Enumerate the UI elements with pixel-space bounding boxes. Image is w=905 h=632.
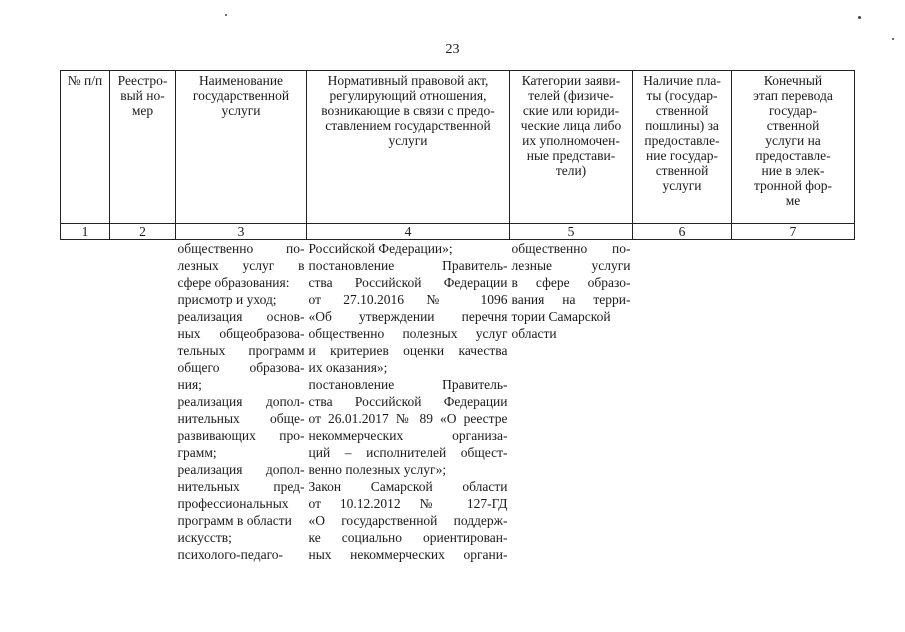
header-line: услуги	[221, 103, 261, 118]
header-line: ние в элек-	[761, 163, 825, 178]
text-line: венно полезных услуг»;	[308, 462, 447, 477]
header-line: возникающие в связи с предо-	[321, 103, 495, 118]
text-line: общественно по-	[511, 241, 631, 256]
text-line: от 27.10.2016 № 1096	[308, 292, 508, 307]
column-number: 7	[732, 224, 855, 240]
text-line: лезных услуг в	[177, 258, 305, 273]
cell-empty	[110, 240, 176, 564]
text-line: постановление Правитель-	[308, 377, 508, 392]
header-line: Конечный	[763, 73, 823, 88]
header-line: ние государ-	[646, 148, 718, 163]
text-line: их оказания»;	[308, 360, 388, 375]
text-line: психолого-педаго-	[177, 547, 284, 562]
column-number: 4	[307, 224, 510, 240]
text-line: в сфере образо-	[511, 275, 631, 290]
text-line: Российской Федерации»;	[308, 241, 453, 256]
text-line: ных некоммерческих органи-	[308, 547, 508, 562]
header-line: ственной	[655, 103, 709, 118]
column-number: 3	[176, 224, 307, 240]
header-col-6	[633, 71, 732, 224]
text-line: «Об утверждении перечня	[308, 309, 508, 324]
header-line: тели)	[555, 163, 587, 178]
header-line: ческие лица либо	[520, 118, 622, 133]
text-line: области	[511, 326, 557, 341]
column-number: 6	[633, 224, 732, 240]
service-name-cell	[176, 240, 307, 564]
header-line: услуги на	[765, 133, 821, 148]
text-line: программ в области	[177, 513, 292, 528]
header-line: Наличие пла-	[643, 73, 721, 88]
header-line: Нормативный правовой акт,	[327, 73, 489, 88]
text-line: Закон Самарской области	[308, 479, 508, 494]
text-line: нительных пред-	[177, 479, 305, 494]
header-col-4	[307, 71, 510, 224]
header-line: № п/п	[67, 73, 103, 88]
header-line: мер	[131, 103, 154, 118]
text-line: «О государственной поддерж-	[308, 513, 508, 528]
text-line: вания на терри-	[511, 292, 631, 307]
header-line: ставлением государственной	[325, 118, 491, 133]
header-line: их уполномочен-	[522, 133, 620, 148]
applicant-category-cell	[510, 240, 633, 564]
header-line: ме	[785, 193, 801, 208]
header-line: регулирующий отношения,	[329, 88, 487, 103]
text-line: грамм;	[177, 445, 217, 460]
header-line: государственной	[192, 88, 290, 103]
text-line: общественно полезных услуг	[308, 326, 508, 341]
text-line: присмотр и уход;	[177, 292, 277, 307]
header-line: ные представи-	[526, 148, 616, 163]
header-line: ты (государ-	[646, 88, 718, 103]
text-line: сфере образования:	[177, 275, 290, 290]
header-line: вый но-	[120, 88, 165, 103]
text-line: постановление Правитель-	[308, 258, 508, 273]
header-line: Категории заяви-	[521, 73, 621, 88]
header-line: ственной	[766, 118, 820, 133]
text-line: реализация основ-	[177, 309, 305, 324]
text-line: реализация допол-	[177, 462, 305, 477]
text-line: некоммерческих организа-	[308, 428, 508, 443]
header-line: государ-	[768, 103, 818, 118]
text-line: ных общеобразова-	[177, 326, 305, 341]
header-col-7	[732, 71, 855, 224]
header-line: предоставле-	[644, 133, 720, 148]
header-line: тронной фор-	[753, 178, 833, 193]
text-line: искусств;	[177, 530, 232, 545]
text-line: общественно по-	[177, 241, 305, 256]
column-number: 2	[110, 224, 176, 240]
column-number: 1	[61, 224, 110, 240]
text-line: тории Самарской	[511, 309, 611, 324]
text-line: ства Российской Федерации	[308, 394, 508, 409]
header-row	[61, 71, 855, 224]
scan-speck	[225, 14, 227, 16]
text-line: ства Российской Федерации	[308, 275, 508, 290]
header-line: этап перевода	[753, 88, 833, 103]
legal-act-cell	[307, 240, 510, 564]
page-number: 23	[445, 42, 460, 57]
text-line: от 26.01.2017 № 89 «О реестре	[308, 411, 508, 426]
scan-speck	[892, 38, 894, 40]
cell-empty	[732, 240, 855, 564]
text-line: ций – исполнителей общест-	[308, 445, 508, 460]
header-col-2	[110, 71, 176, 224]
header-line: предоставле-	[755, 148, 831, 163]
header-col-5	[510, 71, 633, 224]
header-line: телей (физиче-	[528, 88, 614, 103]
header-line: услуги	[662, 178, 702, 193]
cell-empty	[633, 240, 732, 564]
header-line: пошлины) за	[645, 118, 719, 133]
text-line: и критериев оценки качества	[308, 343, 508, 358]
text-line: ке социально ориентирован-	[308, 530, 508, 545]
header-line: Наименование	[198, 73, 284, 88]
header-col-1	[61, 71, 110, 224]
scan-speck	[858, 16, 861, 19]
text-line: от 10.12.2012 № 127-ГД	[308, 496, 508, 511]
text-line: общего образова-	[177, 360, 305, 375]
text-line: лезные услуги	[511, 258, 631, 273]
table-row	[61, 240, 855, 564]
text-line: тельных программ	[177, 343, 305, 358]
header-line: Реестро-	[117, 73, 168, 88]
header-col-3	[176, 71, 307, 224]
cell-empty	[61, 240, 110, 564]
services-table	[60, 70, 855, 563]
column-number: 5	[510, 224, 633, 240]
text-line: ния;	[177, 377, 202, 392]
text-line: развивающих про-	[177, 428, 305, 443]
text-line: реализация допол-	[177, 394, 305, 409]
column-number-row	[61, 224, 855, 240]
header-line: ственной	[655, 163, 709, 178]
text-line: нительных обще-	[177, 411, 305, 426]
text-line: профессиональных	[177, 496, 289, 511]
header-line: ские или юриди-	[522, 103, 620, 118]
header-line: услуги	[388, 133, 428, 148]
